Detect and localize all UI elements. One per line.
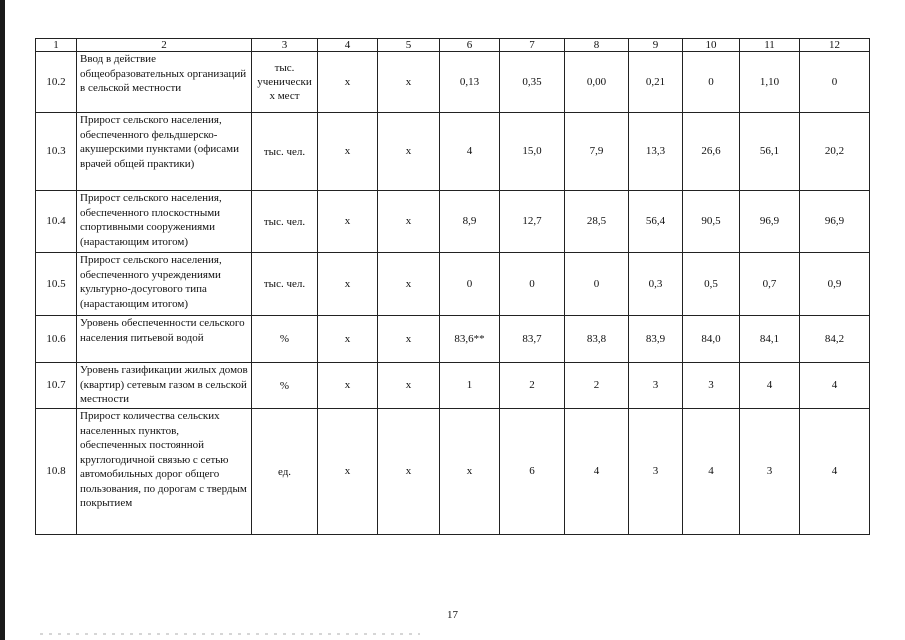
value-cell: 84,0	[683, 316, 740, 363]
value-cell: 4	[800, 409, 870, 535]
column-number: 9	[629, 39, 683, 52]
unit-cell: %	[252, 316, 318, 363]
value-cell: 3	[629, 363, 683, 409]
row-id: 10.6	[36, 316, 77, 363]
table-row	[36, 316, 870, 363]
indicator-name: Ввод в действие общеобразовательных организаций в сельской местности	[77, 52, 252, 113]
row-id: 10.8	[36, 409, 77, 535]
table-row	[36, 409, 870, 535]
value-cell: 96,9	[740, 191, 800, 253]
value-cell: x	[378, 191, 440, 253]
value-cell: 0,5	[683, 253, 740, 316]
value-cell: x	[318, 191, 378, 253]
value-cell: 7,9	[565, 113, 629, 191]
value-cell: x	[440, 409, 500, 535]
value-cell: 0,21	[629, 52, 683, 113]
value-cell: x	[318, 363, 378, 409]
value-cell: 0,35	[500, 52, 565, 113]
value-cell: 15,0	[500, 113, 565, 191]
table-row	[36, 363, 870, 409]
column-number: 3	[252, 39, 318, 52]
value-cell: 0,00	[565, 52, 629, 113]
row-id: 10.2	[36, 52, 77, 113]
value-cell: x	[378, 52, 440, 113]
value-cell: x	[378, 363, 440, 409]
value-cell: 2	[565, 363, 629, 409]
value-cell: 12,7	[500, 191, 565, 253]
value-cell: 0,13	[440, 52, 500, 113]
value-cell: 6	[500, 409, 565, 535]
value-cell: 83,6**	[440, 316, 500, 363]
value-cell: 56,4	[629, 191, 683, 253]
table-row	[36, 191, 870, 253]
scan-noise	[40, 633, 420, 635]
value-cell: 96,9	[800, 191, 870, 253]
value-cell: 83,7	[500, 316, 565, 363]
column-number: 10	[683, 39, 740, 52]
value-cell: x	[318, 113, 378, 191]
column-number: 2	[77, 39, 252, 52]
column-number: 4	[318, 39, 378, 52]
page-number: 17	[447, 609, 458, 621]
value-cell: x	[318, 316, 378, 363]
unit-cell: ед.	[252, 409, 318, 535]
value-cell: 20,2	[800, 113, 870, 191]
indicator-name: Уровень обеспеченности сельского населения питьевой водой	[77, 316, 252, 363]
value-cell: 13,3	[629, 113, 683, 191]
value-cell: 4	[800, 363, 870, 409]
row-id: 10.4	[36, 191, 77, 253]
unit-cell: %	[252, 363, 318, 409]
column-number-row	[36, 39, 870, 52]
value-cell: x	[378, 316, 440, 363]
unit-cell: тыс. чел.	[252, 253, 318, 316]
indicators-table	[35, 38, 870, 535]
value-cell: 84,2	[800, 316, 870, 363]
value-cell: 4	[740, 363, 800, 409]
row-id: 10.3	[36, 113, 77, 191]
value-cell: 8,9	[440, 191, 500, 253]
value-cell: x	[378, 113, 440, 191]
indicator-name: Уровень газификации жилых домов (квартир) сетевым газом в сельской местности	[77, 363, 252, 409]
value-cell: x	[318, 409, 378, 535]
value-cell: 2	[500, 363, 565, 409]
column-number: 1	[36, 39, 77, 52]
table-row	[36, 253, 870, 316]
value-cell: 0,7	[740, 253, 800, 316]
value-cell: x	[378, 253, 440, 316]
column-number: 11	[740, 39, 800, 52]
value-cell: 0	[683, 52, 740, 113]
value-cell: 90,5	[683, 191, 740, 253]
value-cell: 84,1	[740, 316, 800, 363]
unit-cell: тыс. чел.	[252, 191, 318, 253]
value-cell: 3	[629, 409, 683, 535]
indicator-name: Прирост сельского населения, обеспеченного фельдшерско-акушерскими пунктами (офисами врачей общей практики)	[77, 113, 252, 191]
indicator-name: Прирост количества сельских населенных пунктов, обеспеченных постоянной круглогодичной связью с сетью автомобильных дорог общего пользования, по дорогам с твердым покрытием	[77, 409, 252, 535]
column-number: 6	[440, 39, 500, 52]
value-cell: 83,9	[629, 316, 683, 363]
indicator-name: Прирост сельского населения, обеспеченного плоскостными спортивными сооружениями (нарастающим итогом)	[77, 191, 252, 253]
value-cell: 56,1	[740, 113, 800, 191]
value-cell: 83,8	[565, 316, 629, 363]
value-cell: 0	[440, 253, 500, 316]
row-id: 10.5	[36, 253, 77, 316]
value-cell: 1	[440, 363, 500, 409]
value-cell: 3	[683, 363, 740, 409]
column-number: 5	[378, 39, 440, 52]
scan-edge-bar	[0, 0, 5, 640]
value-cell: 3	[740, 409, 800, 535]
value-cell: x	[318, 52, 378, 113]
column-number: 8	[565, 39, 629, 52]
value-cell: x	[378, 409, 440, 535]
column-number: 7	[500, 39, 565, 52]
unit-cell: тыс. ученически х мест	[252, 52, 318, 113]
column-number: 12	[800, 39, 870, 52]
value-cell: 4	[440, 113, 500, 191]
value-cell: 0	[500, 253, 565, 316]
value-cell: 28,5	[565, 191, 629, 253]
indicator-name: Прирост сельского населения, обеспеченного учреждениями культурно-досугового типа (нарастающим итогом)	[77, 253, 252, 316]
value-cell: 0,3	[629, 253, 683, 316]
value-cell: 0,9	[800, 253, 870, 316]
value-cell: 0	[565, 253, 629, 316]
value-cell: 26,6	[683, 113, 740, 191]
table-row	[36, 52, 870, 113]
value-cell: 4	[565, 409, 629, 535]
value-cell: x	[318, 253, 378, 316]
table-row	[36, 113, 870, 191]
unit-cell: тыс. чел.	[252, 113, 318, 191]
value-cell: 0	[800, 52, 870, 113]
value-cell: 4	[683, 409, 740, 535]
row-id: 10.7	[36, 363, 77, 409]
value-cell: 1,10	[740, 52, 800, 113]
